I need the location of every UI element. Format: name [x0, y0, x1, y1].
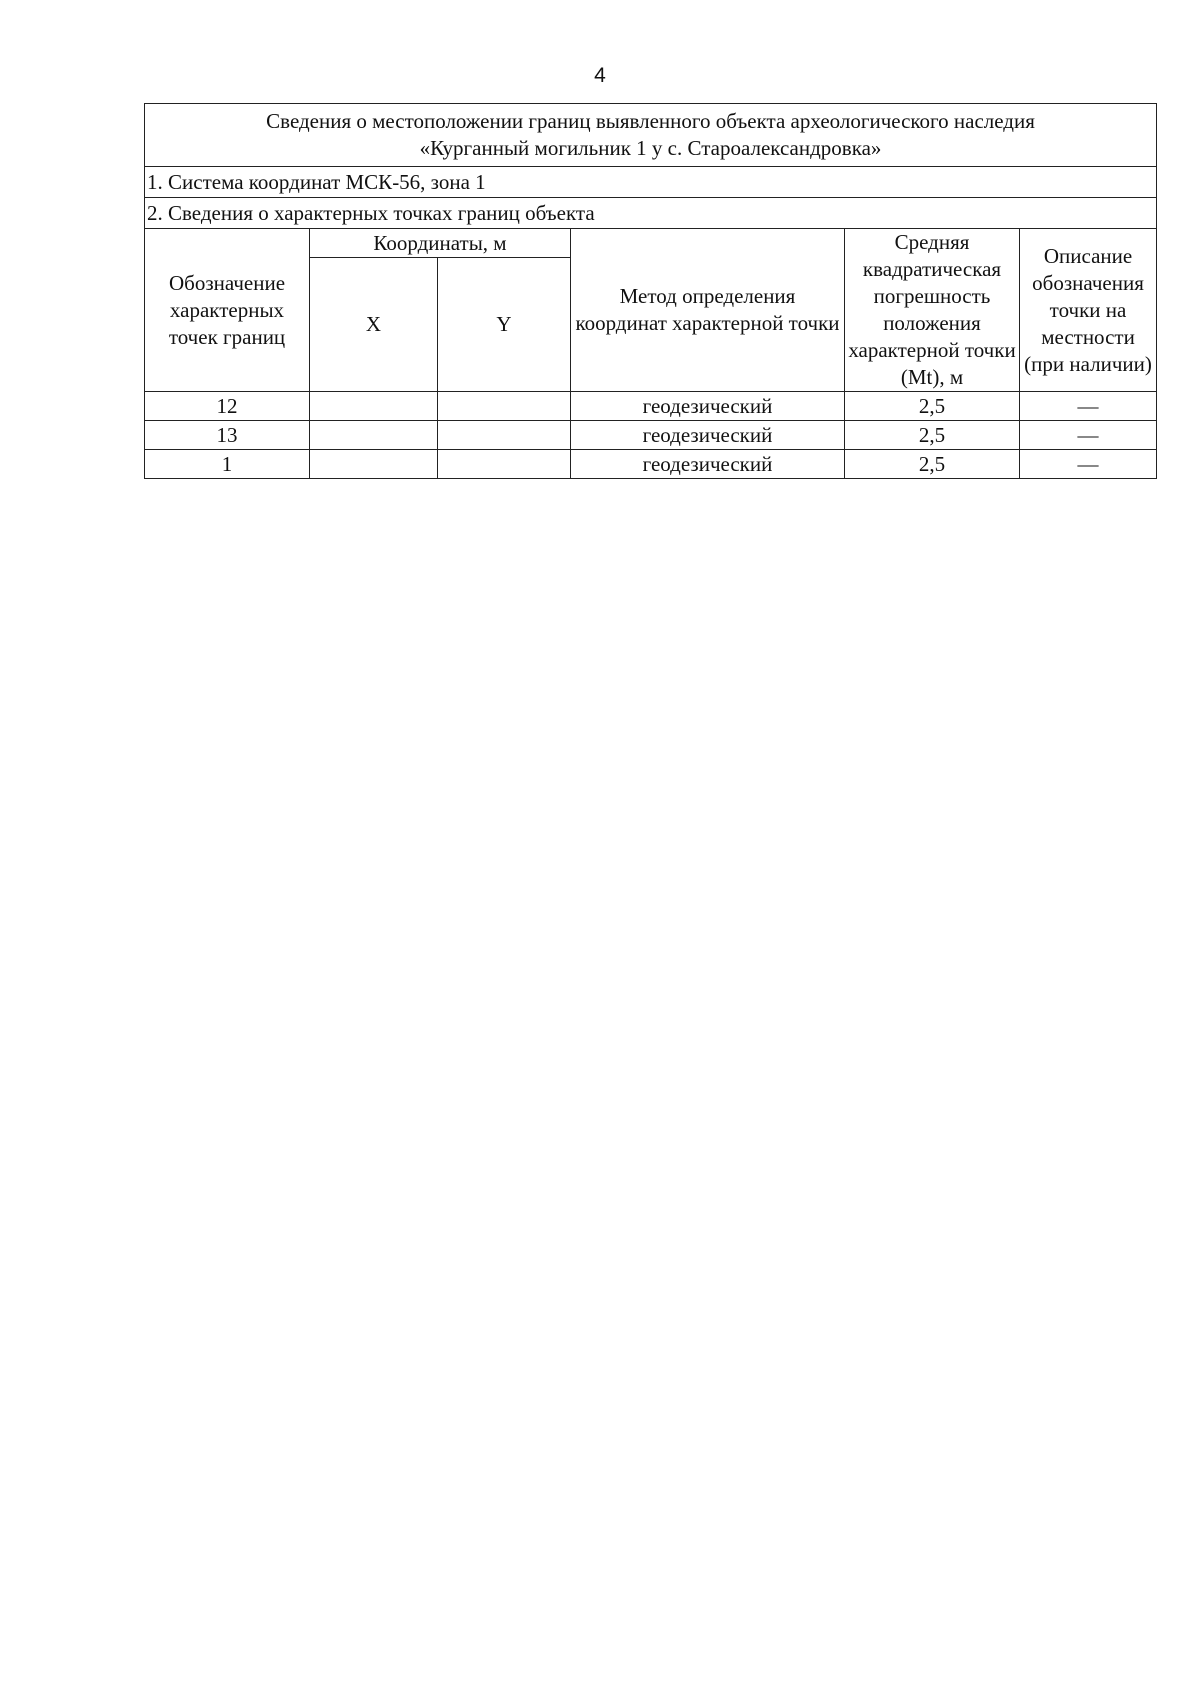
row-x — [310, 421, 438, 450]
row-y — [438, 392, 571, 421]
row-description: — — [1020, 450, 1157, 479]
row-error: 2,5 — [845, 421, 1020, 450]
table-row — [145, 392, 1157, 421]
row-method: геодезический — [571, 392, 845, 421]
row-point: 13 — [145, 421, 310, 450]
row-description: — — [1020, 421, 1157, 450]
page-number: 4 — [594, 64, 606, 87]
row-method: геодезический — [571, 421, 845, 450]
table-row — [145, 421, 1157, 450]
coordinate-system-label: 1. Система координат МСК-56, зона 1 — [145, 167, 1157, 198]
table-title — [145, 104, 1157, 167]
header-mean-error: Средняя квадратическая погрешность положения характерной точки (Mt), м — [845, 229, 1020, 392]
header-point-designation: Обозначение характерных точек границ — [145, 229, 310, 392]
table-row — [145, 450, 1157, 479]
row-x — [310, 392, 438, 421]
points-section-label: 2. Сведения о характерных точках границ объекта — [145, 198, 1157, 229]
header-coordinates: Координаты, м — [310, 229, 571, 258]
table-title-line-1: Сведения о местоположении границ выявленного объекта археологического наследия — [266, 109, 1035, 133]
row-y — [438, 421, 571, 450]
row-x — [310, 450, 438, 479]
row-point: 12 — [145, 392, 310, 421]
header-x: X — [310, 258, 438, 392]
row-error: 2,5 — [845, 392, 1020, 421]
row-description: — — [1020, 392, 1157, 421]
row-y — [438, 450, 571, 479]
header-row-1 — [145, 229, 1157, 258]
row-error: 2,5 — [845, 450, 1020, 479]
points-section-row — [145, 198, 1157, 229]
row-method: геодезический — [571, 450, 845, 479]
table-title-line-2: «Курганный могильник 1 у с. Староалександровка» — [419, 136, 882, 160]
header-point-description: Описание обозначения точки на местности (при наличии) — [1020, 229, 1157, 392]
header-y: Y — [438, 258, 571, 392]
coordinate-system-row — [145, 167, 1157, 198]
boundary-points-table — [144, 103, 1157, 479]
table-title-row — [145, 104, 1157, 167]
row-point: 1 — [145, 450, 310, 479]
header-method: Метод определения координат характерной точки — [571, 229, 845, 392]
